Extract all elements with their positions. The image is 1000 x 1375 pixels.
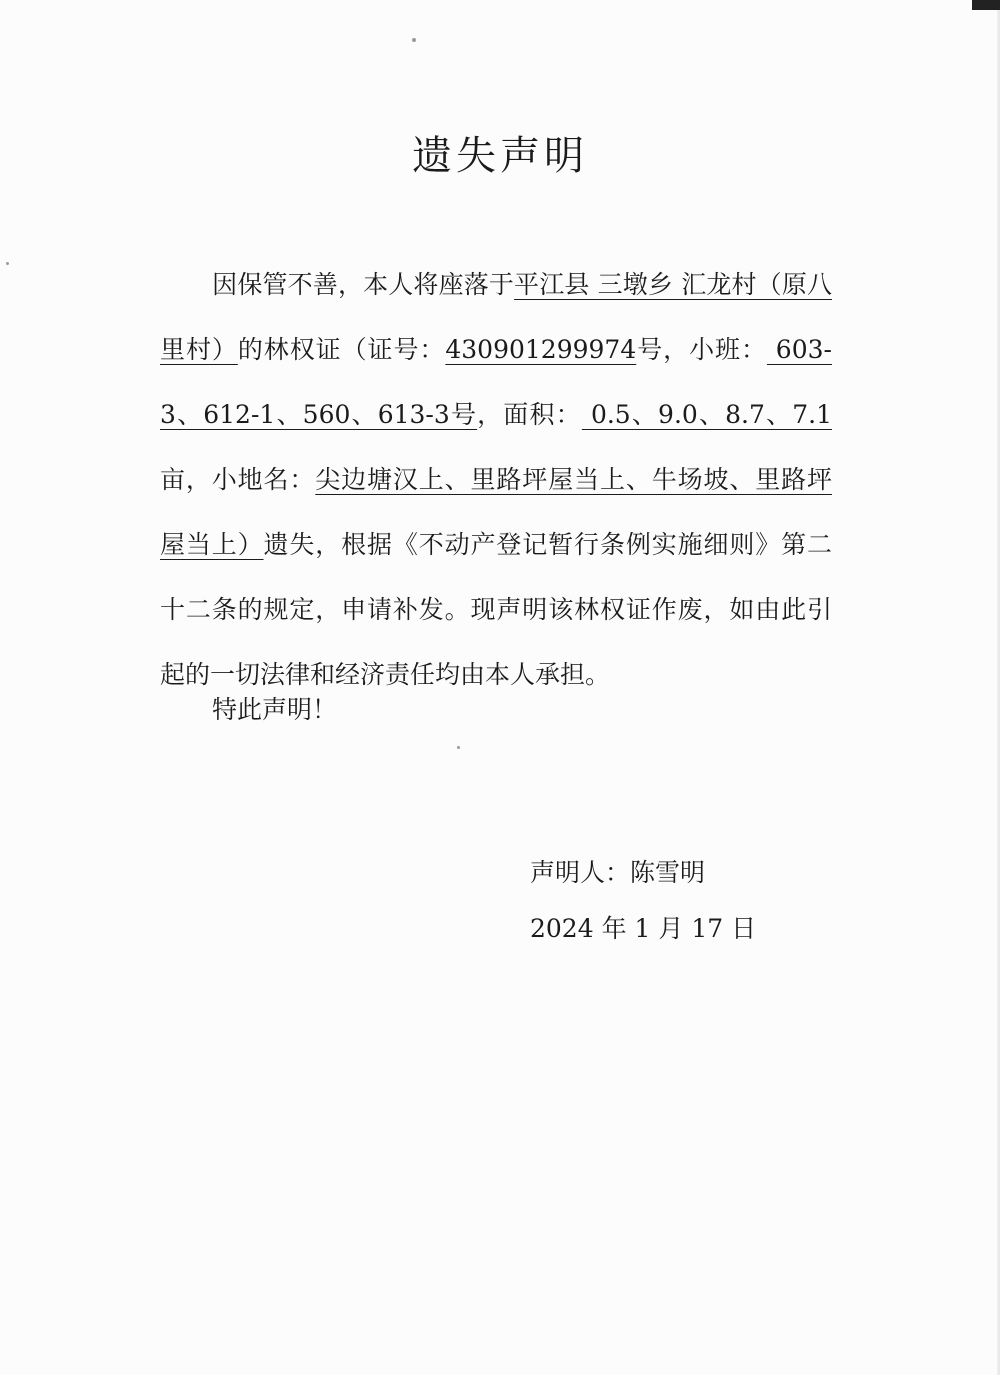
- signature-block: [530, 845, 756, 957]
- page-title: 遗失声明: [412, 133, 588, 179]
- declaration-paragraph: [160, 252, 832, 707]
- declarant-name: 声明人：陈雪明: [530, 858, 706, 887]
- declaration-date: 2024 年 1 月 17 日: [530, 914, 757, 943]
- scan-speck: [457, 746, 460, 749]
- text-segment: 号，小班：: [636, 335, 767, 364]
- plot-numbers-field: 603-3、612-1、560、613-3号: [160, 335, 832, 429]
- closing-statement: 特此声明！: [212, 695, 338, 724]
- scan-speck: [412, 38, 416, 42]
- area-field: 0.5、9.0、8.7、7.1: [581, 400, 833, 429]
- location-field: 平江县 三墩乡 汇龙村（原八里村）: [160, 270, 832, 364]
- place-names-field: 尖边塘汉上、里路坪屋当上、牛场坡、里路坪屋当上）: [160, 465, 832, 559]
- text-segment: 遗失，根据《不动产登记暂行条例实施细则》第二十二条的规定，申请补发。现声明该林权证作废，如由此引起的一切法律和经济责任均由本人承担。: [160, 530, 832, 689]
- text-segment: ，面积：: [477, 400, 582, 429]
- text-segment: 因保管不善，本人将座落于: [212, 270, 515, 299]
- text-segment: 的林权证（证号：: [237, 335, 446, 364]
- text-segment: 亩，小地名：: [160, 465, 316, 494]
- certificate-number-field: 430901299974: [445, 335, 637, 364]
- scan-speck: [6, 262, 9, 265]
- scan-corner-mark: [972, 0, 1000, 10]
